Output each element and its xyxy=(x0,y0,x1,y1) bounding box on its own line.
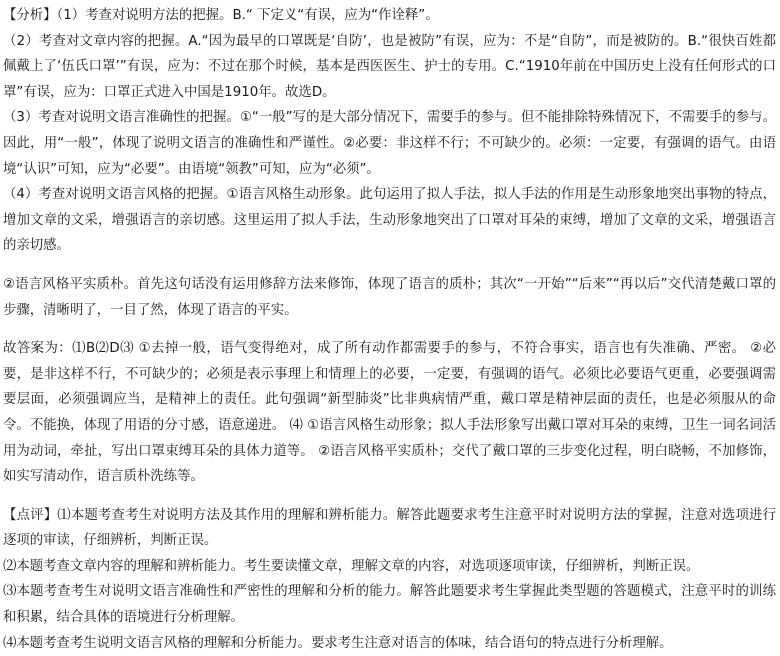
style-note-paragraph: ②语言风格平实质朴。首先这句话没有运用修辞方法来修饰，体现了语言的质朴；其次“一开始”“后来”“再以后”交代清楚戴口罩的步骤，清晰明了，一目了然，体现了语言的平实。 xyxy=(3,276,776,318)
analysis-paragraph-4: （4）考查对说明文语言风格的把握。①语言风格生动形象。此句运用了拟人手法，拟人手法的作用是生动形象地突出事物的特点，增加文章的文采，增强语言的亲切感。这里运用了拟人手法，生动形象地突出了口罩对耳朵的束缚，增加了文章的文采，增强语言的亲切感。 xyxy=(3,187,776,254)
comment-paragraph-1: 【点评】⑴本题考查考生对说明方法及其作用的理解和辨析能力。解答此题要求考生注意平时对说明方法的掌握，注意对选项进行逐项的审读，仔细辨析，判断正误。 xyxy=(3,507,776,549)
analysis-paragraph-2: （2）考查对文章内容的把握。A.“因为最早的口罩既是‘自防’，也是被防”有误，应为：不是“自防”，而是被防的。B.“很快百姓都佩戴上了‘伍氏口罩’”有误，应为：不过在那个时候，基本是西医医生、护士的专用。C.“1910年前在中国历史上没有任何形式的口罩”有误，应为：口罩正式进入中国是1910年。故选D。 xyxy=(3,33,776,100)
answer-paragraph: 故答案为：⑴B⑵D⑶ ①去掉一般，语气变得绝对，成了所有动作都需要手的参与，不符合事实，语言也有失准确、严密。 ②必要，是非这样不行，不可缺少的；必须是表示事理上和情理上的必要，一定要，有强调的语气。必须比必要语气更重，必要强调需要层面，必须强调应当，是精神上的责任。此句强调“新型肺炎”比非典病情严重，戴口罩是精神层面的责任，也是必须服从的命令。不能换，体现了用语的分寸感，语意递进。 ⑷ ①语言风格生动形象；拟人手法形象写出戴口罩对耳朵的束缚，卫生一词名词活用为动词，牵扯，写出口罩束缚耳朵的具体力道等。 ②语言风格平实质朴；交代了戴口罩的三步变化过程，明白晓畅，不加修饰，如实写清动作，语言质朴洗练等。 xyxy=(3,341,776,485)
style-note-section xyxy=(3,272,776,323)
comment-paragraph-4: ⑷本题考查考生说明文语言风格的理解和分析能力。要求考生注意对语言的体味，结合语句的特点进行分析理解。 xyxy=(3,635,673,651)
answer-section xyxy=(3,336,776,490)
analysis-section xyxy=(3,3,776,259)
analysis-paragraph-1: 【分析】（1）考查对说明方法的把握。B.“ 下定义“有误，应为“作诠释”。 xyxy=(3,8,439,23)
analysis-paragraph-3: （3）考查对说明文语言准确性的把握。①“一般”写的是大部分情况下，需要手的参与。但不能排除特殊情况下，不需要手的参与。因此，用“一般”，体现了说明文语言的准确性和严谨性。②必要：非这样不行；不可缺少的。必须：一定要，有强调的语气。由语境“认识”可知，应为“必要”。由语境“领教”可知，应为“必须”。 xyxy=(3,110,776,177)
comment-paragraph-2: ⑵本题考查文章内容的理解和辨析能力。考生要读懂文章，理解文章的内容，对选项逐项审读，仔细辨析，判断正误。 xyxy=(3,558,700,574)
comment-paragraph-3: ⑶本题考查考生对说明文语言准确性和严密性的理解和分析的能力。解答此题要求考生掌握此类型题的答题模式，注意平时的训练和积累，结合具体的语境进行分析理解。 xyxy=(3,584,776,626)
comment-section xyxy=(3,503,776,656)
